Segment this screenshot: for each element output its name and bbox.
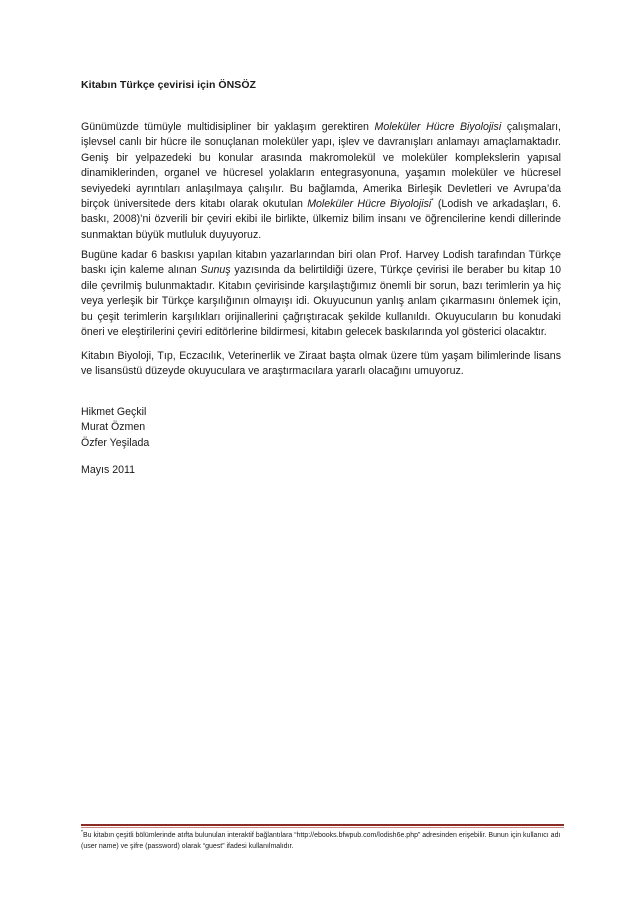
- signer-name: Hikmet Geçkil: [81, 406, 147, 418]
- paragraph-intro-text-2: çalışmaları, işlevsel canlı bir hücre ile sonuçlanan moleküler yapı, işlev ve davranışları anlamayı amaçlamaktadır. Geniş bir yelpazedeki bu konular arasında makromolekül ve moleküler komplekslerin yapısal dinamiklerinden, organel ve hücresel yolakların entegrasyonuna, yaşamın moleküler ve hücresel seviyedeki ayrıntıları anlaşılmaya çalışılır. Bu bağlamda, Amerika Birleşik Devletleri ve Avrupa’da birçok üniversitede ders kitabı olarak okutulan: [81, 121, 562, 211]
- book-title-italic: Moleküler Hücre Biyolojisi: [374, 121, 502, 133]
- book-title-italic-2: Moleküler Hücre Biyolojisi: [307, 198, 432, 211]
- footnote: [81, 830, 566, 852]
- footnote-marker: *: [81, 829, 83, 836]
- paragraph-intro-text-1: Günümüzde tümüyle multidisipliner bir yaklaşım gerektiren: [81, 121, 375, 133]
- document-title: Kitabın Türkçe çevirisi için ÖNSÖZ: [81, 79, 257, 91]
- paragraph-translation-text-1: Bugüne kadar 6 baskısı yapılan kitabın yazarlarından biri olan Prof. Harvey Lodish tarafından Türkçe baskı için kaleme alınan: [81, 249, 561, 277]
- footnote-divider-shadow: [81, 827, 564, 828]
- paragraph-translation: [81, 248, 561, 340]
- document-date: Mayıs 2011: [81, 464, 135, 476]
- paragraph-intro: [81, 120, 561, 243]
- paragraph-closing: Kitabın Biyoloji, Tıp, Eczacılık, Veterinerlik ve Ziraat başta olmak üzere tüm yaşam bilimlerinde lisans ve lisansüstü düzeyde okuyuculara ve araştırmacılara yararlı olacağını umuyoruz.: [81, 350, 561, 378]
- sunus-italic: Sunuş: [200, 264, 231, 277]
- footnote-text: Bu kitabın çeşitli bölümlerinde atıfta bulunulan interaktif bağlantılara “http://ebooks.bfwpub.com/lodish6e.php” adresinden erişebilir. Bunun için kullanıcı adı (user name) ve şifre (password) olarak “guest” ifadesi kullanılmalıdır.: [81, 832, 561, 850]
- footnote-marker: *: [431, 198, 434, 205]
- signer-name: Murat Özmen: [81, 421, 146, 434]
- paragraph-translation-text-2: yazısında da belirtildiği üzere, Türkçe çevirisi ile beraber bu kitap 10 dile çevrilmiş bulunmaktadır. Kitabın çevirisinde karşılaştığımız önemli bir sorun, bazı terimlerin ya hiç veya yerleşik bir Türkçe karşılığının olmayışı idi. Okuyucunun yanlış anlam çıkarmasını önlemek için, bu çeşit terimlerin karşılıkları orijinallerini çağrıştıracak şekilde kullanıldı. Okuyucuların bu konudaki öneri ve eleştirilerini çeviri editörlerine bildirmesi, kitabın gelecek baskılarında yol gösterici olacaktır.: [81, 264, 561, 339]
- signer-name: Özfer Yeşilada: [81, 436, 150, 449]
- footnote-divider: [81, 824, 564, 826]
- signers-list: [81, 405, 149, 451]
- paragraph-intro-text-3: (Lodish ve arkadaşları, 6. baskı, 2008)’ni özverili bir çeviri ekibi ile birlikte, ülkemiz bilim insanı ve öğrencilerine kendi dillerinde sunmaktan büyük mutluluk duyuyoruz.: [81, 198, 561, 241]
